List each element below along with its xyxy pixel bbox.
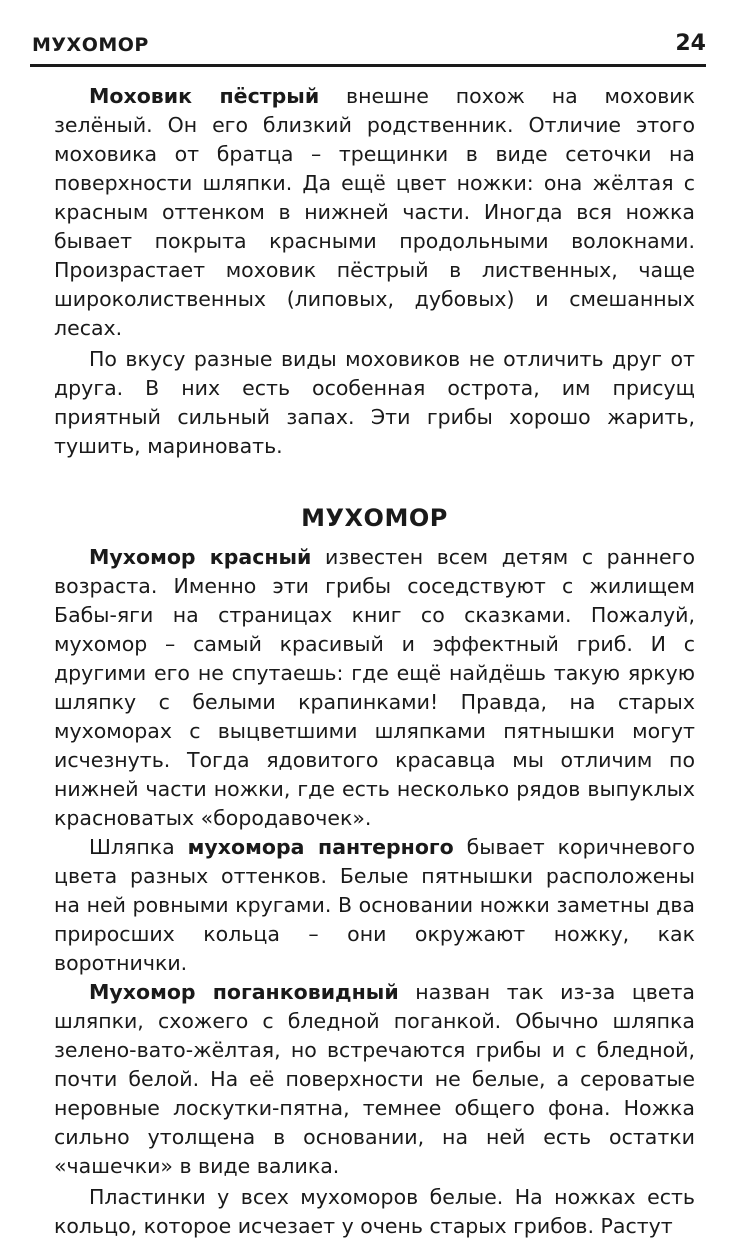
section-title: МУХОМОР [301,504,448,532]
paragraph-text: Пластинки у всех мухоморов белые. На ножках есть кольцо, которое исчезает у очень старых грибов. Растут [54,1185,695,1238]
page-header [30,31,706,68]
paragraph-lead: мухомора пантерного [187,835,454,859]
paragraph-lead: Мухомор красный [89,545,312,569]
paragraph-text: По вкусу разные виды моховиков не отличить друг от друга. В них есть особенная острота, им присущ приятный сильный запах. Эти грибы хорошо жарить, тушить, мариновать. [54,347,695,458]
paragraph-pre: Шляпка [89,835,188,859]
paragraph-mukhomor-krasny [54,543,695,833]
paragraph-taste [54,345,695,461]
paragraph-lead: Мухомор поганковидный [89,980,399,1004]
header-rule [30,64,706,67]
running-title: МУХОМОР [32,34,149,56]
paragraph-lead: Моховик пёстрый [89,84,320,108]
paragraph-mokhovik-pestry [54,82,695,343]
paragraph-text: внешне похож на моховик зелёный. Он его близкий родственник. Отличие этого моховика от братца – трещинки в виде сеточки на поверхности шляпки. Да ещё цвет ножки: она жёлтая с красным оттенком в нижней части. Иногда вся ножка бывает покрыта красными продольными волокнами. Произрастает моховик пёстрый в лиственных, чаще широколиственных (липовых, дубовых) и смешанных лесах. [54,84,695,340]
page-number: 24 [675,31,706,56]
paragraph-text: известен всем детям с раннего возраста. Именно эти грибы соседствуют с жилищем Бабы-яги на страницах книг со сказками. Пожалуй, мухомор – самый красивый и эффектный гриб. И с другими его не спутаешь: где ещё найдёшь такую яркую шляпку с белыми крапинками! Правда, на старых мухоморах с выцветшими шляпками пятнышки могут исчезнуть. Тогда ядовитого красавца мы отличим по нижней части ножки, где есть несколько рядов выпуклых красноватых «бородавочек». [54,545,695,830]
paragraph-plastinki [54,1183,695,1241]
paragraph-text: бывает коричневого цвета разных оттенков. Белые пятнышки расположены на ней ровными кругами. В основании ножки заметны два приросших кольца – они окружают ножку, как воротнички. [54,835,695,975]
paragraph-text: назван так из-за цвета шляпки, схожего с бледной поганкой. Обычно шляпка зелено-вато-жёлтая, но встречаются грибы и с бледной, почти белой. На её поверхности не белые, а сероватые неровные лоскутки-пятна, темнее общего фона. Ножка сильно утолщена в основании, на ней есть остатки «чашечки» в виде валика. [54,980,695,1178]
page-body [54,82,695,1241]
paragraph-mukhomor-panterny [54,833,695,978]
